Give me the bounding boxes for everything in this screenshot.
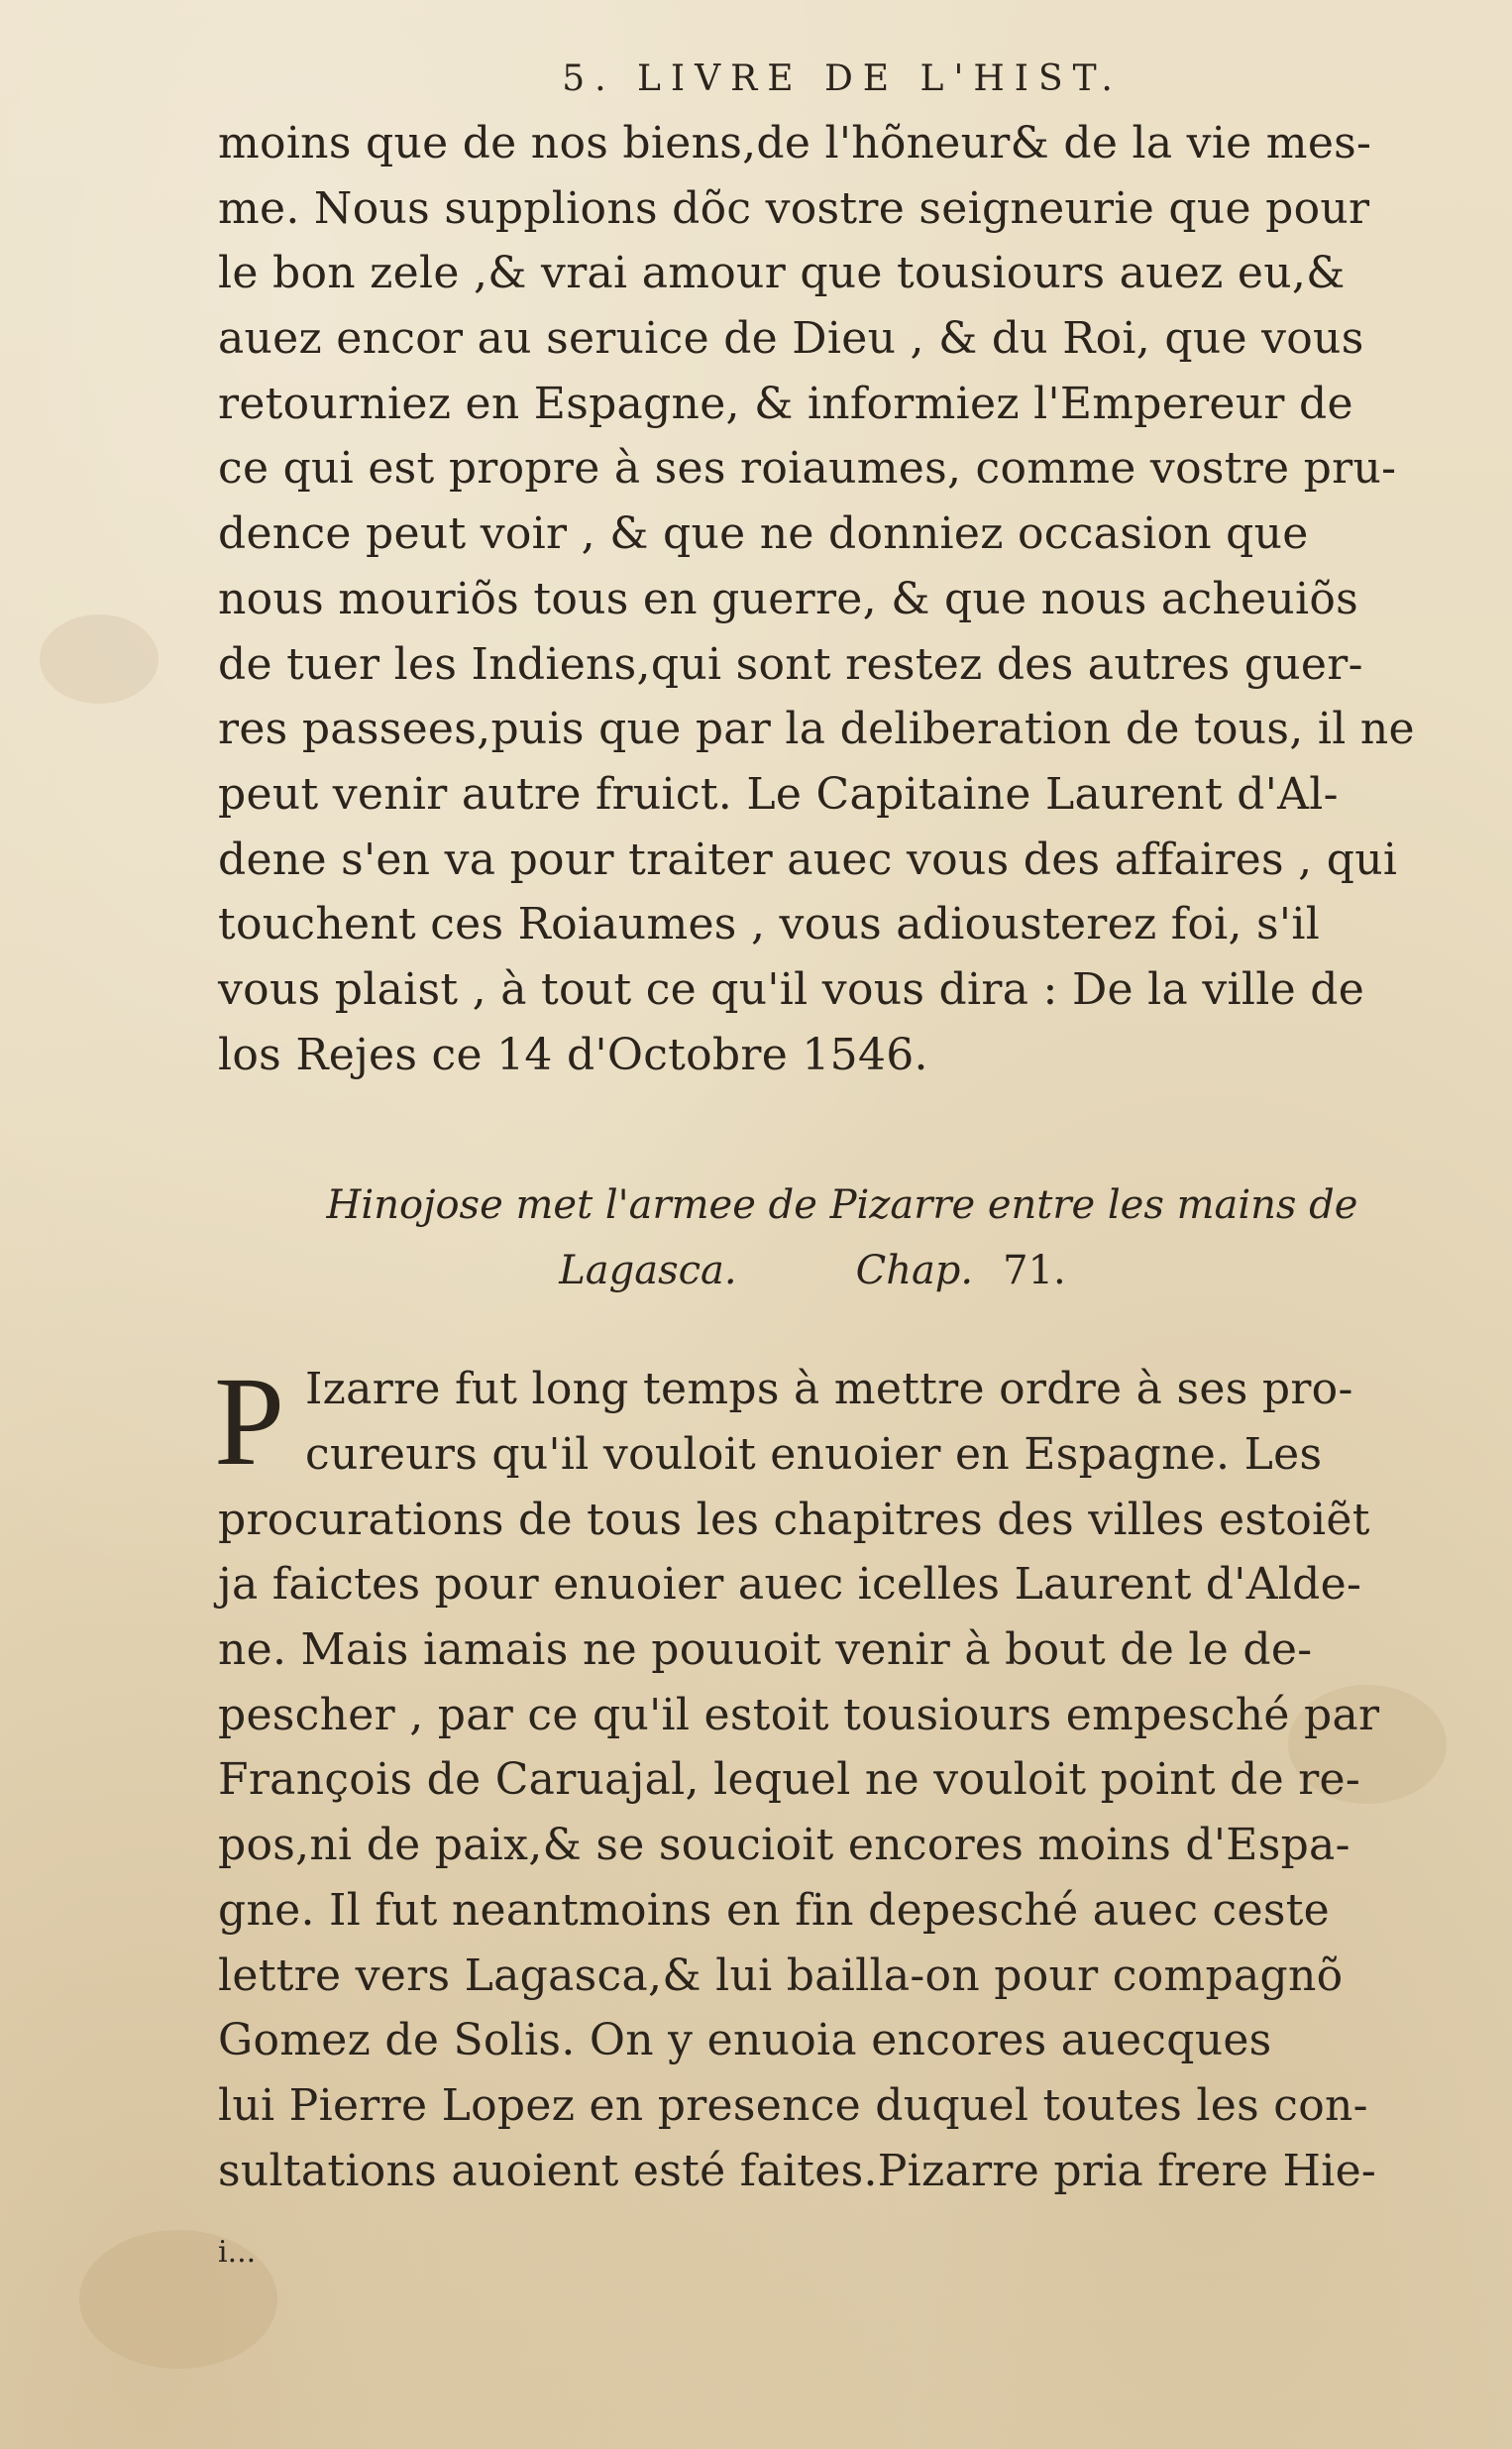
text-line: cureurs qu'il vouloit enuoier en Espagne. Les: [305, 1429, 1323, 1480]
text-block: [214, 48, 1415, 2282]
chapter-title-end: Lagasca.: [559, 1248, 737, 1294]
catchword: i...: [218, 2235, 257, 2271]
text-line: gne. Il fut neantmoins en fin depesché auec ceste: [218, 1884, 1331, 1936]
drop-cap-block: [214, 1351, 1407, 1493]
paper-stain: [40, 614, 159, 704]
text-line: lui Pierre Lopez en presence duquel toutes les con-: [218, 2079, 1368, 2131]
text-line: peut venir autre fruict. Le Capitaine Laurent d'Al-: [218, 768, 1339, 820]
chapter-number: 71.: [1003, 1248, 1066, 1294]
chapter-title-line: Hinojose met l'armee de Pizarre entre les mains de: [326, 1182, 1358, 1229]
text-line: procurations de tous les chapitres des villes estoiẽt: [218, 1494, 1370, 1545]
text-line: François de Caruajal, lequel ne vouloit point de re-: [218, 1754, 1361, 1806]
text-line: dence peut voir , & que ne donniez occasion que: [218, 508, 1309, 560]
text-line: pos,ni de paix,& se soucioit encores moins d'Espa-: [218, 1820, 1350, 1871]
chapter-title-line-2: [218, 1238, 1407, 1303]
text-line: lettre vers Lagasca,& lui bailla-on pour compagnõ: [218, 1949, 1344, 2001]
text-line: sultations auoient esté faites.Pizarre pria frere Hie-: [218, 2145, 1377, 2196]
text-line: ne. Mais iamais ne pouuoit venir à bout de le de-: [218, 1624, 1313, 1676]
text-line: ja faictes pour enuoier auec icelles Laurent d'Alde-: [218, 1559, 1362, 1611]
text-line: Izarre fut long temps à mettre ordre à ses pro-: [305, 1364, 1353, 1415]
text-line: los Rejes ce 14 d'Octobre 1546.: [218, 1029, 928, 1080]
body-text-bottom: [214, 1351, 1407, 2203]
text-line: auez encor au seruice de Dieu , & du Roi, que vous: [218, 313, 1364, 365]
running-head: 5. LIVRE DE L'HIST.: [562, 58, 1123, 99]
drop-cap-letter: P: [214, 1351, 285, 1493]
text-line: moins que de nos biens,de l'hõneur& de la vie mes-: [218, 118, 1372, 168]
text-line: pescher , par ce qu'il estoit tousiours empesché par: [218, 1689, 1380, 1740]
text-line: me. Nous supplions dõc vostre seigneurie que pour: [218, 182, 1370, 234]
text-line: de tuer les Indiens,qui sont restez des autres guer-: [218, 638, 1363, 690]
text-line: res passees,puis que par la deliberation de tous, il ne: [218, 704, 1415, 755]
text-line: Gomez de Solis. On y enuoia encores auecques: [218, 2015, 1272, 2066]
text-line: touchent ces Roiaumes , vous adiousterez foi, s'il: [218, 899, 1321, 950]
text-line: ce qui est propre à ses roiaumes, comme vostre pru-: [218, 443, 1397, 495]
chapter-heading: [218, 1172, 1407, 1303]
body-text-top: [218, 111, 1415, 1087]
text-line: le bon zele ,& vrai amour que tousiours auez eu,&: [218, 248, 1346, 299]
text-line: nous mouriõs tous en guerre, & que nous acheuiõs: [218, 573, 1359, 624]
text-line: dene s'en va pour traiter auec vous des affaires , qui: [218, 834, 1398, 885]
text-line: vous plaist , à tout ce qu'il vous dira : De la ville de: [218, 963, 1365, 1015]
text-line: retourniez en Espagne, & informiez l'Empereur de: [218, 378, 1353, 429]
chapter-label: Chap.: [855, 1248, 974, 1294]
